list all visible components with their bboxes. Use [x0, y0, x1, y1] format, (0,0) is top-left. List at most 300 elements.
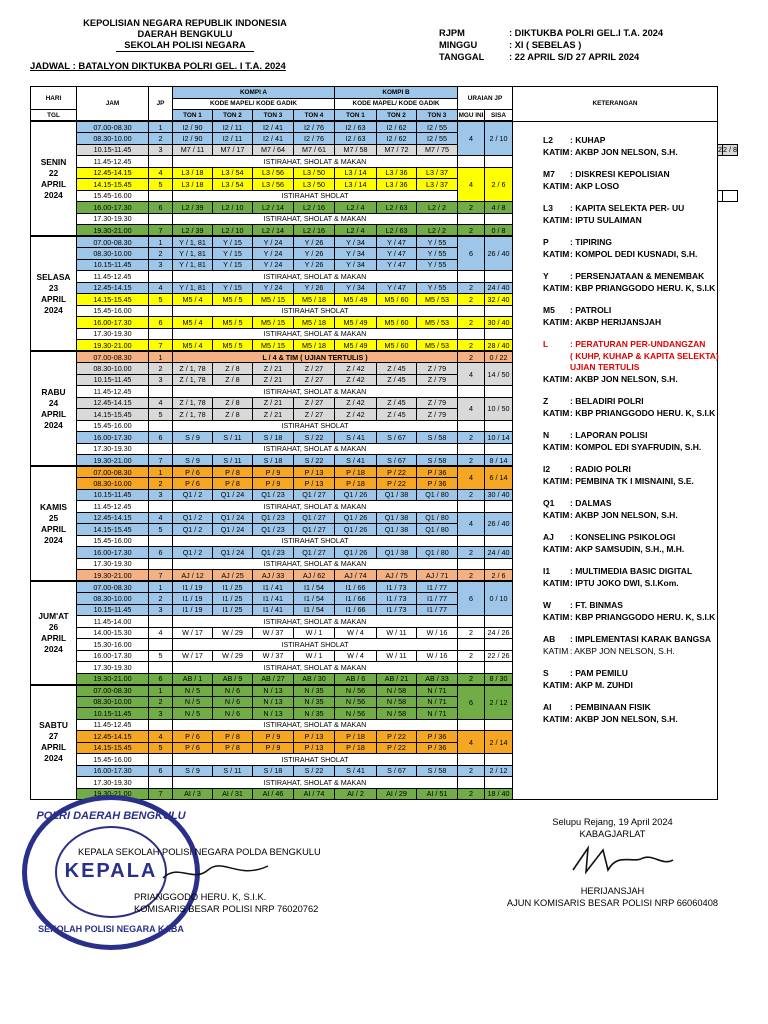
- break-cell: ISTIRAHAT, SHOLAT & MAKAN: [173, 328, 458, 340]
- jp-cell: 7: [149, 570, 173, 582]
- legend-subject-extra: [543, 351, 748, 363]
- subject-cell: P / 36: [417, 742, 458, 754]
- subject-cell: N / 71: [417, 696, 458, 708]
- subject-cell: I1 / 41: [253, 604, 294, 616]
- legend-entry: [543, 135, 748, 158]
- sisa-cell: 2 / 6: [485, 570, 513, 582]
- col-sisa: SISA: [485, 110, 513, 122]
- jp-cell: 1: [149, 466, 173, 478]
- time-cell: 11.45-12.45: [77, 271, 149, 283]
- institution-header: [30, 18, 340, 52]
- legend-subject: [543, 634, 748, 646]
- jp-cell: 4: [149, 731, 173, 743]
- col-ton4-a: TON 4: [294, 110, 335, 122]
- sisa-cell: 24 / 40: [485, 282, 513, 294]
- mgu-cell: [458, 420, 485, 432]
- sisa-cell: 2 / 12: [485, 765, 513, 777]
- legend-desc: : PERATURAN PER-UNDANGZAN: [570, 339, 706, 349]
- subject-cell: Q1 / 38: [377, 489, 417, 501]
- jp-cell: 2: [149, 478, 173, 490]
- break-cell: ISTIRAHAT SHOLAT: [173, 639, 458, 651]
- subject-cell: P / 9: [253, 731, 294, 743]
- legend-desc: : AKP M. ZUHDI: [570, 679, 633, 690]
- subject-cell: M5 / 5: [213, 317, 253, 329]
- subject-cell: Z / 42: [335, 363, 377, 375]
- subject-cell: P / 8: [213, 478, 253, 490]
- jp-cell: 3: [149, 374, 173, 386]
- legend-desc: : PERSENJATAAN & MENEMBAK: [570, 271, 705, 281]
- jp-cell: 1: [149, 685, 173, 697]
- subject-cell: I2 / 62: [377, 133, 417, 145]
- mgu-cell: 2: [458, 547, 485, 559]
- mgu-cell: 4: [458, 363, 485, 386]
- subject-cell: Z / 21: [253, 363, 294, 375]
- subject-cell: M7 / 64: [253, 144, 294, 156]
- legend-code: [543, 362, 570, 374]
- sisa-cell: 18 / 40: [485, 788, 513, 800]
- sisa-cell: 24 / 40: [485, 547, 513, 559]
- subject-cell: I2 / 76: [294, 133, 335, 145]
- legend-code: N: [543, 430, 550, 440]
- jp-cell: [149, 271, 173, 283]
- legend-desc: : AKBP JON NELSON, S.H.: [570, 509, 678, 520]
- subject-cell: Q1 / 23: [253, 489, 294, 501]
- legend-desc: : TIPIRING: [570, 237, 613, 247]
- meta-value: : 22 APRIL S/D 27 APRIL 2024: [509, 52, 640, 62]
- subject-cell: Q1 / 2: [173, 547, 213, 559]
- sign-left-rank: KOMISARIS BESAR POLISI NRP 76020762: [134, 904, 319, 914]
- subject-cell: Y / 47: [377, 236, 417, 248]
- subject-cell: N / 56: [335, 685, 377, 697]
- seal-top-text: POLRI DAERAH BENGKULU: [36, 810, 186, 822]
- legend-entry: [543, 668, 748, 691]
- meta-key: TANGGAL: [439, 52, 485, 62]
- legend-code: KATIM: [543, 146, 570, 157]
- legend-katim: [543, 283, 748, 295]
- signature-left: [78, 846, 378, 915]
- subject-cell: P / 13: [294, 742, 335, 754]
- subject-cell: I2 / 41: [253, 133, 294, 145]
- subject-cell: S / 18: [253, 455, 294, 467]
- mgu-cell: 2: [458, 340, 485, 352]
- subject-cell: AB / 27: [253, 673, 294, 685]
- sisa-cell: [485, 156, 513, 168]
- subject-cell: AI / 2: [335, 788, 377, 800]
- jp-cell: 4: [149, 282, 173, 294]
- legend-entry: [543, 396, 748, 419]
- time-cell: 14.15-15.45: [77, 179, 149, 191]
- mgu-cell: [458, 305, 485, 317]
- day-cell: [31, 581, 77, 685]
- subject-cell: Z / 1, 78: [173, 363, 213, 375]
- meta-value: : DIKTUKBA POLRI GEL.I T.A. 2024: [509, 28, 664, 38]
- subject-cell: I1 / 25: [213, 581, 253, 593]
- mgu-cell: [458, 616, 485, 628]
- legend-desc: : MULTIMEDIA BASIC DIGITAL: [570, 566, 693, 576]
- subject-cell: Z / 8: [213, 374, 253, 386]
- day-label-line: APRIL: [40, 408, 67, 419]
- meta-value: : XI ( SEBELAS ): [509, 40, 582, 50]
- subject-cell: N / 58: [377, 685, 417, 697]
- subject-cell: I1 / 73: [377, 581, 417, 593]
- subject-cell: L3 / 14: [335, 167, 377, 179]
- time-cell: 14.15-15.45: [77, 524, 149, 536]
- subject-cell: AI / 31: [213, 788, 253, 800]
- day-label-line: APRIL: [40, 632, 67, 643]
- jp-cell: 5: [149, 524, 173, 536]
- subject-cell: AI / 29: [377, 788, 417, 800]
- subject-cell: Z / 27: [294, 374, 335, 386]
- legend-katim: [543, 646, 748, 658]
- subject-cell: Y / 34: [335, 282, 377, 294]
- legend-katim: [543, 612, 748, 624]
- subject-cell: Z / 79: [417, 397, 458, 409]
- subject-cell: S / 67: [377, 765, 417, 777]
- col-ton2-a: TON 2: [213, 110, 253, 122]
- legend-keterangan: [543, 135, 748, 736]
- break-cell: ISTIRAHAT, SHOLAT & MAKAN: [173, 156, 458, 168]
- subject-cell: Z / 1, 78: [173, 374, 213, 386]
- subject-cell: Y / 55: [417, 248, 458, 260]
- subject-cell: Y / 47: [377, 282, 417, 294]
- header-line-1: KEPOLISIAN NEGARA REPUBLIK INDONESIA: [83, 18, 287, 28]
- subject-cell: N / 13: [253, 685, 294, 697]
- day-label-line: 22: [48, 167, 59, 178]
- legend-code: AI: [543, 702, 552, 712]
- subject-cell: Y / 24: [253, 236, 294, 248]
- subject-cell: AI / 3: [173, 788, 213, 800]
- jp-cell: 2: [149, 593, 173, 605]
- legend-code: KATIM: [543, 282, 570, 293]
- subject-cell: S / 18: [253, 432, 294, 444]
- subject-cell: L2 / 39: [173, 202, 213, 214]
- subject-cell: N / 71: [417, 708, 458, 720]
- legend-entry: [543, 169, 748, 192]
- subject-cell: Y / 24: [253, 259, 294, 271]
- subject-cell: AI / 74: [294, 788, 335, 800]
- legend-desc: : LAPORAN POLISI: [570, 430, 648, 440]
- subject-cell: L3 / 36: [377, 167, 417, 179]
- mgu-cell: [458, 535, 485, 547]
- jp-cell: 5: [149, 409, 173, 421]
- mgu-cell: [458, 662, 485, 674]
- mgu-cell: 2: [458, 673, 485, 685]
- subject-cell: L2 / 14: [253, 225, 294, 237]
- time-cell: 14.15-15.45: [77, 742, 149, 754]
- subject-cell: L2 / 16: [294, 225, 335, 237]
- subject-cell: M5 / 18: [294, 294, 335, 306]
- day-label-line: 25: [48, 512, 59, 523]
- subject-cell: S / 67: [377, 432, 417, 444]
- subject-cell: P / 13: [294, 478, 335, 490]
- subject-cell: I2 / 90: [173, 121, 213, 133]
- day-label-line: 2024: [44, 189, 63, 200]
- subject-cell: M5 / 53: [417, 317, 458, 329]
- legend-subject: [543, 498, 748, 510]
- day-label-line: APRIL: [40, 742, 67, 753]
- mgu-cell: 2: [458, 432, 485, 444]
- jp-cell: [149, 328, 173, 340]
- sisa-cell: [485, 443, 513, 455]
- break-cell: ISTIRAHAT, SHOLAT & MAKAN: [173, 386, 458, 398]
- sisa-cell: [485, 662, 513, 674]
- jp-cell: [149, 156, 173, 168]
- sisa-cell: [485, 558, 513, 570]
- subject-cell: N / 13: [253, 696, 294, 708]
- subject-cell: S / 11: [213, 432, 253, 444]
- seal-center-text: KEPALA: [64, 860, 158, 882]
- legend-subject: [543, 464, 748, 476]
- subject-cell: S / 11: [213, 455, 253, 467]
- subject-cell: L3 / 56: [253, 167, 294, 179]
- subject-cell: W / 17: [173, 627, 213, 639]
- day-label-line: 23: [48, 282, 59, 293]
- subject-cell: M5 / 4: [173, 340, 213, 352]
- legend-katim: [543, 215, 748, 227]
- subject-cell: L2 / 4: [335, 202, 377, 214]
- subject-cell: Q1 / 80: [417, 524, 458, 536]
- legend-desc: : AKBP JON NELSON, S.H.: [570, 713, 678, 724]
- legend-katim: [543, 147, 748, 159]
- subject-cell: W / 4: [335, 627, 377, 639]
- legend-code: I2: [543, 464, 551, 474]
- subject-cell: S / 22: [294, 432, 335, 444]
- subject-cell: AB / 21: [377, 673, 417, 685]
- legend-katim: [543, 374, 748, 386]
- legend-code: L2: [543, 135, 553, 145]
- sisa-cell: 10 / 50: [485, 397, 513, 420]
- time-cell: 17.30-19.30: [77, 328, 149, 340]
- subject-cell: P / 8: [213, 466, 253, 478]
- legend-code: KATIM: [543, 248, 570, 259]
- subject-cell: W / 11: [377, 650, 417, 662]
- sisa-cell: [485, 328, 513, 340]
- legend-entry: [543, 203, 748, 226]
- mgu-cell: 4: [458, 731, 485, 754]
- subject-cell: Z / 79: [417, 409, 458, 421]
- jp-cell: 1: [149, 581, 173, 593]
- sisa-cell: 2 / 14: [485, 731, 513, 754]
- subject-cell: Y / 15: [213, 236, 253, 248]
- time-cell: 07.00-08.30: [77, 121, 149, 133]
- day-label-line: 24: [48, 397, 59, 408]
- subject-cell: P / 18: [335, 731, 377, 743]
- subject-cell: I1 / 73: [377, 593, 417, 605]
- subject-cell: S / 41: [335, 455, 377, 467]
- subject-cell: P / 22: [377, 478, 417, 490]
- subject-cell: Q1 / 80: [417, 547, 458, 559]
- subject-cell: Z / 27: [294, 409, 335, 421]
- subject-cell: M5 / 4: [173, 294, 213, 306]
- subject-cell: I1 / 54: [294, 604, 335, 616]
- legend-desc: : AKBP JON NELSON, S.H.: [570, 373, 678, 384]
- subject-cell: S / 9: [173, 455, 213, 467]
- subject-cell: S / 9: [173, 765, 213, 777]
- legend-code: KATIM: [543, 645, 569, 656]
- subject-cell: Q1 / 38: [377, 524, 417, 536]
- col-uraian: URAIAN JP: [458, 87, 513, 110]
- day-label-line: SENIN: [40, 156, 67, 167]
- program-meta: [439, 27, 663, 63]
- jp-cell: [149, 386, 173, 398]
- day-cell: [31, 685, 77, 800]
- subject-cell: N / 6: [213, 685, 253, 697]
- subject-cell: P / 6: [173, 731, 213, 743]
- subject-cell: AJ / 74: [335, 570, 377, 582]
- subject-cell: I2 / 63: [335, 133, 377, 145]
- subject-cell: W / 29: [213, 627, 253, 639]
- legend-entry: [543, 430, 748, 453]
- col-ton3-b: TON 3: [417, 110, 458, 122]
- subject-cell: L2 / 4: [335, 225, 377, 237]
- subject-cell: P / 9: [253, 742, 294, 754]
- sisa-cell: 2 / 8: [723, 145, 737, 155]
- legend-desc: : RADIO POLRI: [570, 464, 631, 474]
- subject-cell: Y / 55: [417, 259, 458, 271]
- jp-cell: 6: [149, 765, 173, 777]
- subject-cell: Y / 26: [294, 259, 335, 271]
- subject-cell: Q1 / 26: [335, 547, 377, 559]
- day-label-line: 2024: [44, 643, 63, 654]
- time-cell: 10.15-11.45: [77, 604, 149, 616]
- legend-katim: [543, 476, 748, 488]
- subject-cell: Q1 / 26: [335, 489, 377, 501]
- legend-code: KATIM: [543, 214, 570, 225]
- legend-katim: [543, 181, 748, 193]
- sisa-cell: 30 / 40: [485, 489, 513, 501]
- break-cell: ISTIRAHAT, SHOLAT & MAKAN: [173, 719, 458, 731]
- day-label-line: 2024: [44, 304, 63, 315]
- day-label-line: 2024: [44, 419, 63, 430]
- legend-desc: : PEMBINAAN FISIK: [570, 702, 651, 712]
- jp-cell: [149, 754, 173, 766]
- sisa-cell: [485, 616, 513, 628]
- time-cell: 17.30-19.30: [77, 443, 149, 455]
- legend-subject: [543, 305, 748, 317]
- legend-entry: [543, 237, 748, 260]
- subject-cell: N / 58: [377, 696, 417, 708]
- subject-cell: Q1 / 24: [213, 512, 253, 524]
- day-cell: [31, 121, 77, 236]
- jp-cell: 6: [149, 673, 173, 685]
- subject-cell: N / 56: [335, 696, 377, 708]
- sign-left-name: PRIANGGODO HERU. K, S.I.K.: [134, 892, 267, 902]
- day-label-line: 26: [48, 621, 59, 632]
- subject-cell: Z / 8: [213, 397, 253, 409]
- subject-cell: I1 / 77: [417, 593, 458, 605]
- subject-cell: Y / 26: [294, 248, 335, 260]
- subject-cell: N / 6: [213, 696, 253, 708]
- mgu-cell: 2: [458, 788, 485, 800]
- legend-entry: [543, 702, 748, 725]
- break-cell: ISTIRAHAT, SHOLAT & MAKAN: [173, 777, 458, 789]
- break-cell: ISTIRAHAT, SHOLAT & MAKAN: [173, 558, 458, 570]
- mgu-cell: [458, 271, 485, 283]
- subject-cell: I2 / 41: [253, 121, 294, 133]
- subject-cell: Z / 79: [417, 363, 458, 375]
- subject-cell: N / 56: [335, 708, 377, 720]
- jp-cell: 6: [149, 202, 173, 214]
- subject-cell: W / 16: [417, 627, 458, 639]
- subject-cell: L3 / 50: [294, 179, 335, 191]
- subject-cell: L2 / 63: [377, 202, 417, 214]
- subject-cell: Q1 / 23: [253, 547, 294, 559]
- jp-cell: 3: [149, 708, 173, 720]
- subject-cell: S / 18: [253, 765, 294, 777]
- subject-cell: I1 / 77: [417, 581, 458, 593]
- subject-cell: Y / 1, 81: [173, 259, 213, 271]
- mgu-cell: [458, 443, 485, 455]
- sisa-cell: [485, 639, 513, 651]
- subject-cell: AB / 33: [417, 673, 458, 685]
- subject-cell: Z / 1, 78: [173, 409, 213, 421]
- legend-code: I1: [543, 566, 551, 576]
- time-cell: 08.30-10.00: [77, 478, 149, 490]
- jp-cell: 5: [149, 650, 173, 662]
- subject-cell: S / 58: [417, 765, 458, 777]
- legend-code: [543, 351, 570, 363]
- subject-cell: Y / 34: [335, 248, 377, 260]
- time-cell: 11.45-14.00: [77, 616, 149, 628]
- legend-desc: : PATROLI: [570, 305, 612, 315]
- legend-subject: [543, 135, 748, 147]
- subject-cell: S / 11: [213, 765, 253, 777]
- jp-cell: 4: [149, 512, 173, 524]
- day-label-line: 2024: [44, 534, 63, 545]
- mgu-cell: [458, 213, 485, 225]
- subject-cell: AB / 9: [213, 673, 253, 685]
- subject-cell: I2 / 63: [335, 121, 377, 133]
- schedule-title: JADWAL : BATALYON DIKTUKBA POLRI GEL. I T.A. 2024: [30, 61, 286, 72]
- legend-katim: [543, 680, 748, 692]
- jp-cell: 2: [149, 133, 173, 145]
- sisa-cell: [485, 719, 513, 731]
- jp-cell: [149, 420, 173, 432]
- legend-desc: : KUHAP: [570, 135, 606, 145]
- sisa-cell: 0 / 8: [485, 225, 513, 237]
- subject-cell: Z / 21: [253, 409, 294, 421]
- time-cell: 15.45-16.00: [77, 754, 149, 766]
- legend-desc: : AKP LOSO: [570, 180, 620, 191]
- time-cell: 12.45-14.15: [77, 397, 149, 409]
- legend-code: Y: [543, 271, 549, 281]
- subject-cell: AB / 6: [335, 673, 377, 685]
- subject-cell: L2 / 10: [213, 202, 253, 214]
- legend-code: M5: [543, 305, 555, 315]
- day-cell: [31, 351, 77, 466]
- subject-cell: M7 / 61: [294, 144, 335, 156]
- legend-code: AB: [543, 634, 556, 644]
- sisa-cell: [485, 386, 513, 398]
- jp-cell: 6: [149, 317, 173, 329]
- jp-cell: [149, 777, 173, 789]
- mgu-cell: 6: [458, 685, 485, 720]
- jp-cell: 6: [149, 432, 173, 444]
- time-cell: 08.30-10.00: [77, 248, 149, 260]
- day-label-line: KAMIS: [40, 501, 67, 512]
- time-cell: 19.30-21.00: [77, 673, 149, 685]
- subject-cell: Y / 15: [213, 248, 253, 260]
- subject-cell: W / 1: [294, 650, 335, 662]
- sisa-cell: 22 / 26: [485, 650, 513, 662]
- subject-cell: Y / 15: [213, 259, 253, 271]
- subject-cell: W / 11: [377, 627, 417, 639]
- time-cell: 15.45-16.00: [77, 305, 149, 317]
- jp-cell: 1: [149, 121, 173, 133]
- subject-cell: P / 8: [213, 742, 253, 754]
- subject-cell: P / 18: [335, 466, 377, 478]
- jp-cell: 7: [149, 455, 173, 467]
